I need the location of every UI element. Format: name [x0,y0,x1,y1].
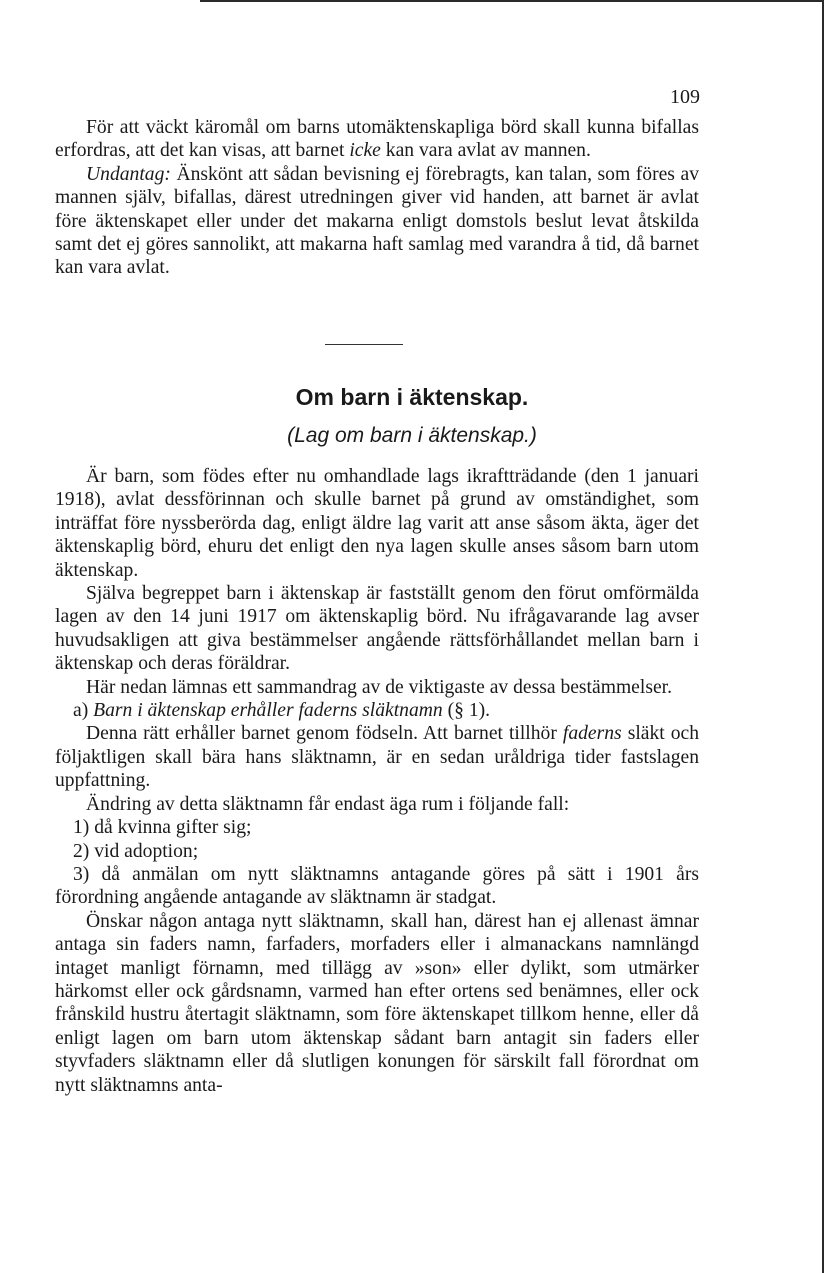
list-item: 3) då anmälan om nytt släktnamns antagande göres på sätt i 1901 års förordning angående antagande av släktnamn är stadgat. [55,863,699,909]
emphasis: Undantag: [86,163,171,185]
body-paragraph: Själva begreppet barn i äktenskap är fastställt genom den förut omförmälda lagen av den 14 juni 1917 om äktenskaplig börd. Nu ifrågavarande lag avser huvudsakligen att giva bestämmelser angående rättsförhållandet mellan barn i äktenskap och deras föräldrar. [55,583,699,675]
list-item: 1) då kvinna gifter sig; [73,817,252,839]
section-divider [325,344,403,345]
section-title: Om barn i äktenskap. [295,384,529,410]
intro-paragraph-2: Undantag: Änskönt att sådan bevisning ej förebragts, kan talan, som föres av mannen själv, bifallas, därest utredningen giver vid handen, att barnet är avlat före äktenskapet eller under det makarna enligt domstols beslut levat åtskilda samt det ej göres sannolikt, att makarna haft samlag med varandra å tid, då barnet kan vara avlat. [55,163,699,279]
body-text [55,465,699,1097]
list-item: 2) vid adoption; [73,840,199,862]
body-paragraph: Här nedan lämnas ett sammandrag av de viktigaste av dessa bestämmelser. [86,676,672,698]
emphasis: icke [349,140,381,162]
intro-text [55,116,699,280]
body-paragraph: Ändring av detta släktnamn får endast äga rum i följande fall: [86,793,570,815]
subsection-heading: a) Barn i äktenskap erhåller faderns släktnamn (§ 1). [73,700,491,722]
section-subtitle: (Lag om barn i äktenskap.) [287,424,537,447]
page-number: 109 [670,86,700,108]
emphasis: faderns [562,723,622,745]
scan-edge-top [200,0,824,2]
body-paragraph: Är barn, som födes efter nu omhandlade lags ikraftträdande (den 1 januari 1918), avlat dessförinnan och skulle barnet på grund av omständighet, som inträffat före nyssberörda dag, enligt äldre lag varit att anse såsom äkta, äger det äktenskaplig börd, ehuru det enligt den nya lagen skulle anses såsom barn utom äktenskap. [55,466,699,581]
body-paragraph: Denna rätt erhåller barnet genom födseln. Att barnet tillhör faderns släkt och följaktligen skall bära hans släktnamn, är en sedan uråldriga tider fastslagen uppfattning. [55,723,700,792]
intro-paragraph-1: För att väckt käromål om barns utomäktenskapliga börd skall kunna bifallas erfordras, att det kan visas, att barnet icke kan vara avlat av mannen. [55,117,699,162]
body-paragraph: Önskar någon antaga nytt släktnamn, skall han, därest han ej allenast ämnar antaga sin faders namn, farfaders, morfaders eller i almanackans namnlängd intaget manligt förnamn, med tillägg av »son» eller dylikt, som utmärker härkomst eller ock gårdsnamn, varmed han efter ortens sed benämnes, eller ock frånskild hustru återtagit släktnamn, som före äktenskapet tillkom henne, eller då enligt lagen om barn utom äktenskap sådant barn antagit sin faders eller styvfaders släktnamn eller då slutligen konungen för särskilt fall förordnat om nytt släktnamns anta- [55,910,699,1096]
emphasis: Barn i äktenskap erhåller faderns släktnamn [93,700,443,722]
